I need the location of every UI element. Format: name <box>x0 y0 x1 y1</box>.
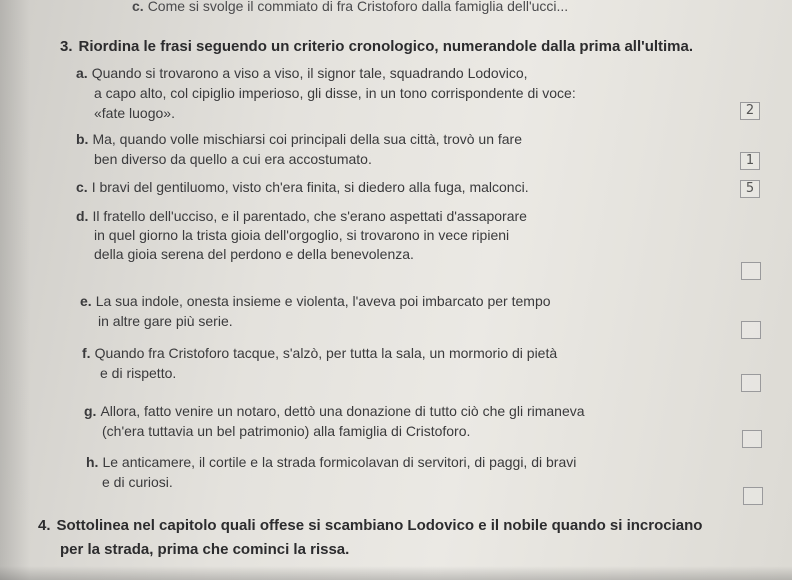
item-g-line-1 <box>84 402 585 420</box>
item-g-letter: g. <box>84 403 97 419</box>
item-b-letter: b. <box>76 131 89 147</box>
item-a-line-2: a capo alto, col cipiglio imperioso, gli disse, in un tono corrispondente di voce: <box>94 85 576 101</box>
page-shadow-left <box>0 0 30 580</box>
item-h-line-2: e di curiosi. <box>102 474 173 490</box>
item-a-line-1 <box>76 64 528 82</box>
item-f-text: Quando fra Cristoforo tacque, s'alzò, per tutta la sala, un mormorio di pietà <box>94 345 558 361</box>
exercise-4-line-1 <box>38 517 702 535</box>
exercise-3-heading <box>60 38 693 56</box>
item-f-line-1 <box>82 344 557 362</box>
item-g-line-2: (ch'era tuttavia un bel patrimonio) alla famiglia di Cristoforo. <box>102 423 471 439</box>
answer-box-a[interactable]: 2 <box>740 102 760 120</box>
exercise-4-text: Sottolinea nel capitolo quali offese si scambiano Lodovico e il nobile quando si incrociano <box>56 517 703 534</box>
answer-box-h[interactable] <box>743 487 763 505</box>
item-d-text: Il fratello dell'ucciso, e il parentado, che s'erano aspettati d'assaporare <box>92 208 527 224</box>
item-h-letter: h. <box>86 454 99 470</box>
item-d-letter: d. <box>76 208 89 224</box>
item-e-line-1 <box>80 292 551 310</box>
item-c-line-1 <box>76 178 529 196</box>
item-e-letter: e. <box>80 293 92 309</box>
answer-box-b[interactable]: 1 <box>740 152 760 170</box>
item-a-letter: a. <box>76 65 88 81</box>
item-d-line-1 <box>76 207 527 225</box>
answer-box-e[interactable] <box>741 321 761 339</box>
answer-box-g[interactable] <box>742 430 762 448</box>
answer-box-c[interactable]: 5 <box>740 180 760 198</box>
item-d-line-3: della gioia serena del perdono e della benevolenza. <box>94 246 414 262</box>
answer-box-d[interactable] <box>741 262 761 280</box>
item-h-text: Le anticamere, il cortile e la strada formicolavan di servitori, di paggi, di bravi <box>102 454 577 470</box>
exercise-4-line-2: per la strada, prima che cominci la rissa. <box>60 541 350 558</box>
item-c-letter: c. <box>76 179 88 195</box>
item-b-text: Ma, quando volle mischiarsi coi principali della sua città, trovò un fare <box>92 131 522 147</box>
item-e-text: La sua indole, onesta insieme e violenta, l'aveva poi imbarcato per tempo <box>95 293 551 309</box>
item-e-line-2: in altre gare più serie. <box>98 313 233 329</box>
item-f-line-2: e di rispetto. <box>100 365 177 381</box>
exercise-instruction: Riordina le frasi seguendo un criterio cronologico, numerandole dalla prima all'ultima. <box>78 38 694 55</box>
page-shadow-bottom <box>0 566 792 580</box>
item-b-line-2: ben diverso da quello a cui era accostumato. <box>94 151 372 167</box>
item-letter: c. <box>132 0 144 14</box>
item-a-text: Quando si trovarono a viso a viso, il signor tale, squadrando Lodovico, <box>91 65 528 81</box>
item-f-letter: f. <box>82 345 91 361</box>
exercise-number: 3. <box>60 38 73 55</box>
item-c-text: I bravi del gentiluomo, visto ch'era finita, si diedero alla fuga, malconci. <box>91 179 529 195</box>
answer-box-f[interactable] <box>741 374 761 392</box>
item-d-line-2: in quel giorno la trista gioia dell'orgoglio, si trovarono in vece ripieni <box>94 227 510 243</box>
item-b-line-1 <box>76 130 522 148</box>
item-a-line-3: «fate luogo». <box>94 105 175 121</box>
item-h-line-1 <box>86 453 576 471</box>
exercise-4-number: 4. <box>38 517 51 534</box>
item-text: Come si svolge il commiato di fra Cristoforo dalla famiglia dell'ucci... <box>147 0 569 14</box>
top-question <box>132 0 568 15</box>
item-g-text: Allora, fatto venire un notaro, dettò una donazione di tutto ciò che gli rimaneva <box>100 403 585 419</box>
